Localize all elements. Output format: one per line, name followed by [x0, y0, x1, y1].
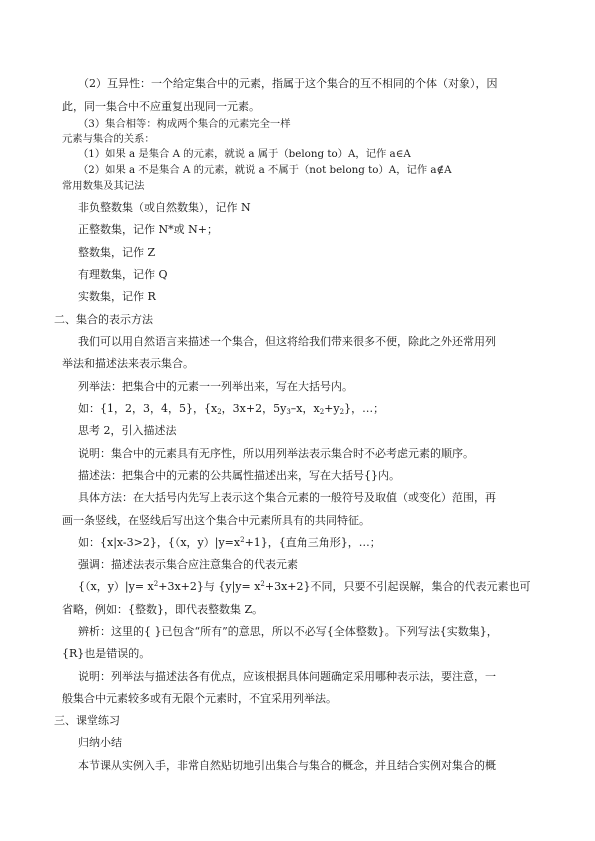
text-line: 描述法：把集合中的元素的公共属性描述出来，写在大括号{}内。 — [78, 469, 400, 482]
text-line: 强调：描述法表示集合应注意集合的代表元素 — [78, 558, 298, 571]
text-line: 举法和描述法来表示集合。 — [62, 357, 194, 370]
section-heading: 二、集合的表示方法 — [54, 313, 153, 326]
text-line: 常用数集及其记法 — [62, 180, 145, 192]
math-line: 如：{1，2，3，4，5}，{$x_2$，3x+2，$5y_3-x$，$x_2+y_2$}，…； — [78, 402, 385, 416]
math-line: {（x，$y)|y= x^2+3x+2$}与 $\{y|y= x^2+3x+2\}$不同，只要不引起误解，集合的代表元素也可 — [78, 580, 531, 593]
text-line: 列举法：把集合中的元素一一列举出来，写在大括号内。 — [78, 380, 353, 393]
text-line: 说明：集合中的元素具有无序性，所以用列举法表示集合时不必考虑元素的顺序。 — [78, 447, 474, 460]
text-line: 具体方法：在大括号内先写上表示这个集合元素的一般符号及取值（或变化）范围，再 — [78, 491, 496, 504]
text-line: 省略，例如：{整数}，即代表整数集 Z。 — [62, 603, 264, 616]
text-line: 整数集，记作 Z — [78, 246, 156, 259]
text-line: 非负整数集（或自然数集），记作 N — [78, 201, 251, 214]
text-line: 我们可以用自然语言来描述一个集合，但这将给我们带来很多不便，除此之外还常用列 — [78, 335, 496, 348]
text-line: {R}也是错误的。 — [62, 647, 151, 660]
text-line: 般集合中元素较多或有无限个元素时，不宜采用列举法。 — [62, 692, 337, 705]
text-line: 实数集，记作 R — [78, 290, 156, 303]
text-line: 归纳小结 — [78, 736, 122, 749]
text-line: （2）互异性：一个给定集合中的元素，指属于这个集合的互不相同的个体（对象），因 — [78, 77, 498, 90]
text-line: （1）如果 a 是集合 A 的元素，就说 a 属于（belong to）A，记作 a∈A — [78, 148, 411, 160]
text-line: 思考 2，引入描述法 — [78, 424, 177, 437]
section-heading: 三、课堂练习 — [54, 714, 120, 727]
text-line: 本节课从实例入手，非常自然贴切地引出集合与集合的概念，并且结合实例对集合的概 — [78, 759, 496, 772]
math-line: 如：{x|x-3>2}，{（x，$y)|y=x^2+1$}，{直角三角形}，…； — [78, 536, 381, 549]
text-line: 正整数集，记作 N*或 N+； — [78, 223, 218, 236]
text-line: （2）如果 a 不是集合 A 的元素，就说 a 不属于（not belong to）A，记作 a∉A — [78, 164, 452, 176]
text-line: （3）集合相等：构成两个集合的元素完全一样 — [78, 118, 291, 130]
text-line: 元素与集合的关系： — [62, 133, 155, 145]
text-line: 辨析：这里的{ }已包含“所有”的意思，所以不必写{全体整数}。下列写法{实数集}， — [78, 625, 498, 638]
text-line: 画一条竖线，在竖线后写出这个集合中元素所具有的共同特征。 — [62, 514, 370, 527]
text-line: 说明：列举法与描述法各有优点，应该根据具体问题确定采用哪种表示法，要注意，一 — [78, 670, 496, 683]
text-line: 有理数集，记作 Q — [78, 268, 168, 281]
text-line: 此，同一集合中不应重复出现同一元素。 — [62, 100, 260, 113]
